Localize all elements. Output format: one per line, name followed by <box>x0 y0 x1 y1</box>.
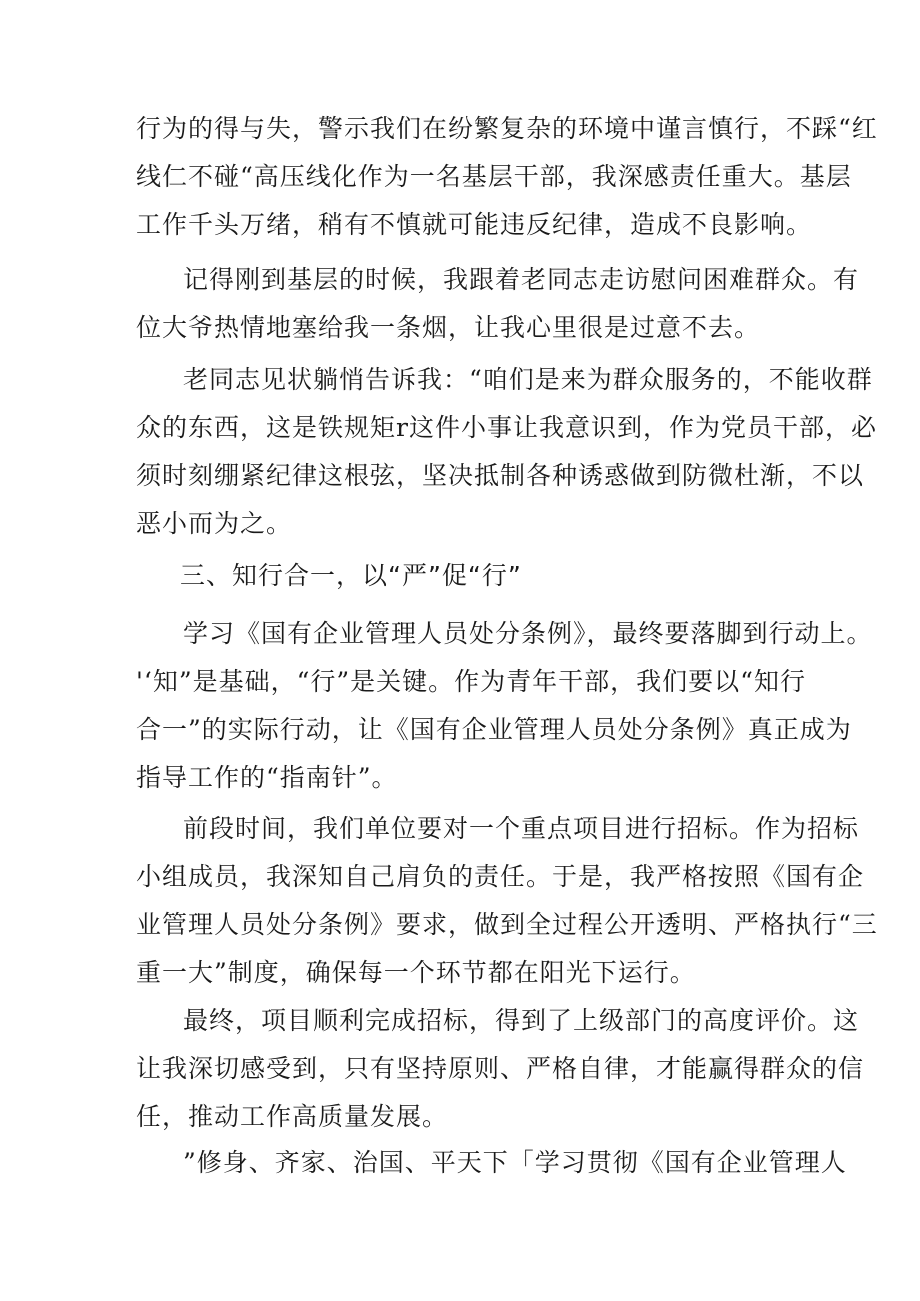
paragraph-line: 小组成员，我深知自己肩负的责任。于是，我严格按照《国有企 <box>136 862 865 891</box>
paragraph-1 <box>136 105 878 249</box>
paragraph-line: 合一”的实际行动，让《国有企业管理人员处分条例》真正成为 <box>136 715 852 744</box>
paragraph-line: 老同志见状躺悄告诉我：“咱们是来为群众服务的，不能收群 <box>183 365 873 394</box>
paragraph-line: 前段时间，我们单位要对一个重点项目进行招标。作为招标 <box>183 814 860 843</box>
paragraph-6 <box>136 997 865 1141</box>
paragraph-line: 重一大”制度，确保每一个环节都在阳光下运行。 <box>136 958 696 987</box>
paragraph-line: 线仁不碰“高压线化作为一名基层干部，我深感责任重大。基层 <box>136 162 852 191</box>
paragraph-line: 恶小而为之。 <box>136 509 293 538</box>
paragraph-2 <box>136 256 860 352</box>
paragraph-4 <box>136 610 873 802</box>
paragraph-line: 记得刚到基层的时候，我跟着老同志走访慰问困难群众。有 <box>183 265 860 294</box>
section-heading: 三、知行合一，以“严”促“行” <box>180 561 522 590</box>
paragraph-line: 位大爷热情地塞给我一条烟，让我心里很是过意不去。 <box>136 313 761 342</box>
paragraph-5 <box>136 805 878 997</box>
paragraph-line: 工作千头万绪，稍有不慎就可能违反纪律，造成不良影响。 <box>136 210 813 239</box>
paragraph-line: '‘知”是基础，“行”是关键。作为青年干部，我们要以“知行 <box>136 667 806 696</box>
paragraph-line: ”修身、齐家、治国、平天下「学习贯彻《国有企业管理人 <box>183 1148 847 1177</box>
paragraph-line: 须时刻绷紧纪律这根弦，坚决抵制各种诱惑做到防微杜渐，不以 <box>136 461 865 490</box>
paragraph-line: 指导工作的“指南针”。 <box>136 763 398 792</box>
paragraph-line: 业管理人员处分条例》要求，做到全过程公开透明、严格执行“三 <box>136 910 878 939</box>
paragraph-line: 让我深切感受到，只有坚持原则、严格自律，才能赢得群众的信 <box>136 1054 865 1083</box>
paragraph-line: 行为的得与失，警示我们在纷繁复杂的环境中谨言慎行，不踩“红 <box>136 114 878 143</box>
paragraph-7 <box>136 1139 847 1187</box>
paragraph-line: 学习《国有企业管理人员处分条例》，最终要落脚到行动上。 <box>183 619 873 648</box>
paragraph-line: 任，推动工作高质量发展。 <box>136 1102 449 1131</box>
paragraph-3 <box>136 356 877 548</box>
paragraph-line: 众的东西，这是铁规矩r这件小事让我意识到，作为党员干部，必 <box>136 413 877 442</box>
paragraph-line: 最终，项目顺利完成招标，得到了上级部门的高度评价。这 <box>183 1006 860 1035</box>
